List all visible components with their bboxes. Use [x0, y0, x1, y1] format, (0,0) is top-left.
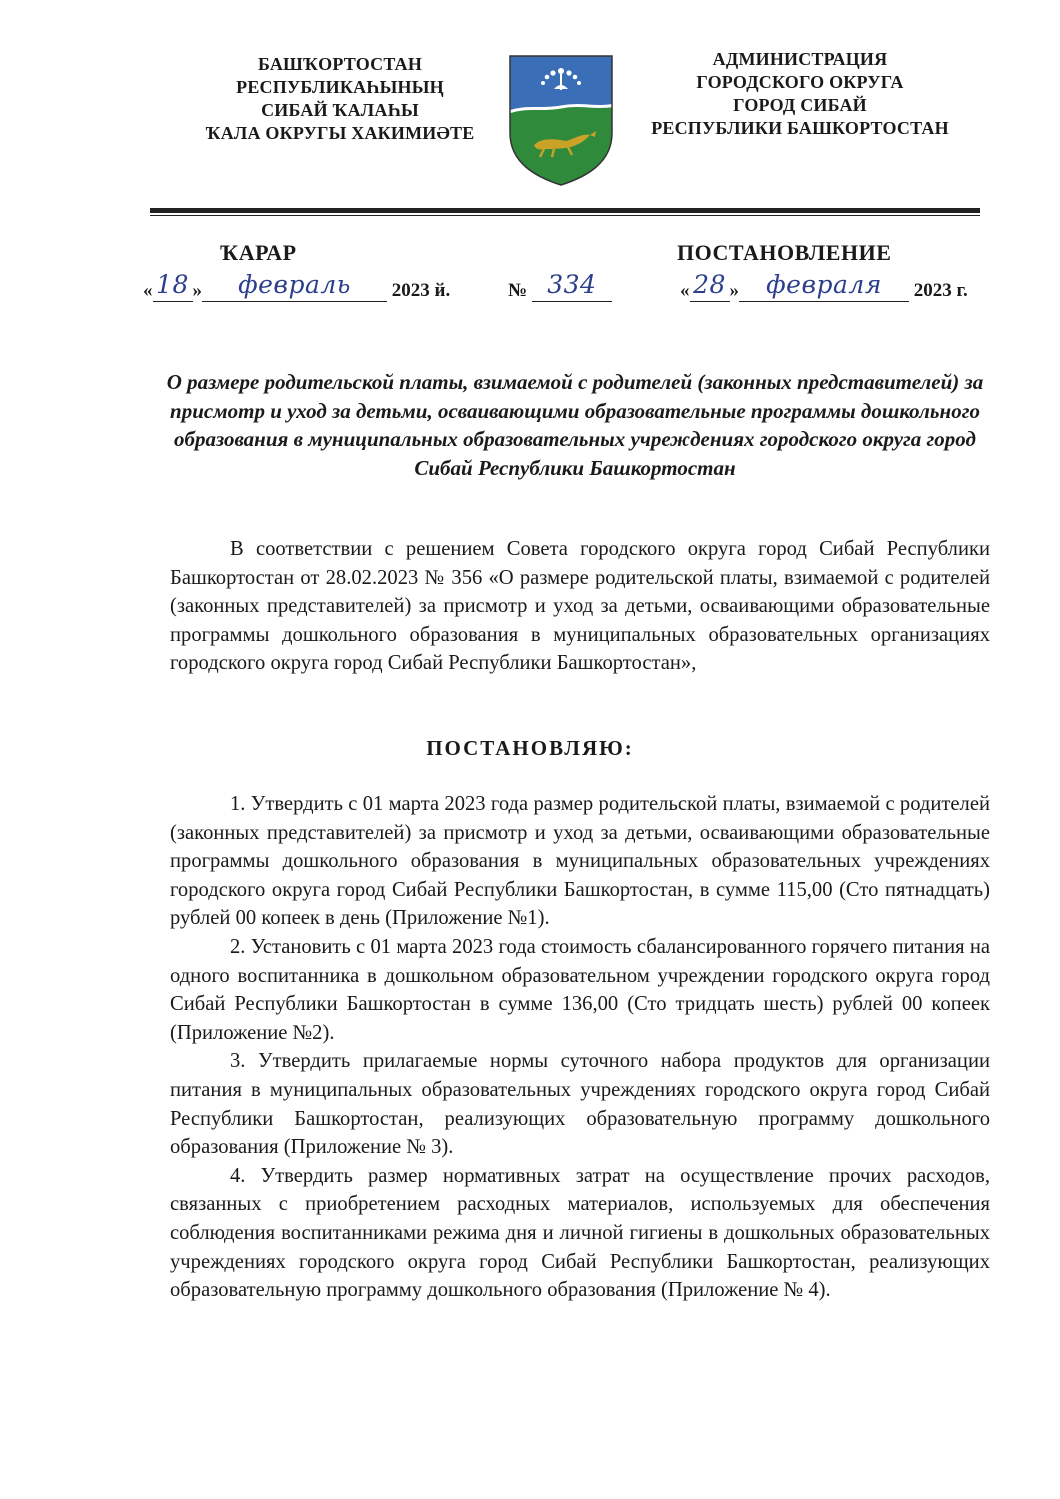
doc-number-field [532, 270, 612, 302]
date-right-year: 2023 г. [913, 280, 968, 301]
date-left [143, 270, 451, 302]
date-right-day: 28 [693, 270, 726, 299]
date-left-day-field [153, 270, 193, 302]
decree-item-3: 3. Утвердить прилагаемые нормы суточного набора продуктов для организации питания в муниципальных образовательных учреждениях городского округа город Сибай Республики Башкортостан, реализующих образовательную программу дошкольного образования (Приложение № 3). [170, 1050, 990, 1159]
decree-item-4: 4. Утвердить размер нормативных затрат на осуществление прочих расходов, связанных с приобретением расходных материалов, используемых для обеспечения соблюдения воспитанниками режима дня и личной гигиены в дошкольных образовательных учреждениях городского округа город Сибай Республики Башкортостан, реализующих образовательную программу дошкольного образования (Приложение № 4). [170, 1164, 990, 1302]
doc-number-value: 334 [547, 270, 597, 299]
date-left-year: 2023 й. [391, 280, 451, 301]
header-rule-thin [150, 215, 980, 216]
coat-of-arms-icon [506, 53, 616, 188]
date-left-day: 18 [156, 270, 189, 299]
decree-item-1: 1. Утвердить с 01 марта 2023 года размер родительской платы, взимаемой с родителей (законных представителей) за присмотр и уход за детьми, осваивающими образовательные программы дошкольного образования в муниципальных образовательных учреждениях городского округа город Сибай Республики Башкортостан, в сумме 115,00 (Сто пятнадцать) рублей 00 копеек в день (Приложение №1). [170, 793, 990, 930]
header-right-line: ГОРОДСКОГО ОКРУГА [696, 72, 904, 92]
header-right-line: РЕСПУБЛИКИ БАШКОРТОСТАН [651, 118, 949, 138]
quote-open: « [143, 280, 153, 301]
date-right [680, 270, 968, 302]
document-title: О размере родительской платы, взимаемой с родителей (законных представителей) за присмотр и уход за детьми, осваивающими образовательные программы дошкольного образования в муниципальных образовательных учреждениях городского округа город Сибай Республики Башкортостан [166, 370, 984, 480]
preamble-text: В соответствии с решением Совета городского округа город Сибай Республики Башкортостан от 28.02.2023 № 356 «О размере родительской платы, взимаемой с родителей (законных представителей) за присмотр и уход за детьми, осваивающими образовательные программы дошкольного образования в муниципальных образовательных организациях городского округа город Сибай Республики Башкортостан», [170, 538, 990, 675]
doc-number [508, 270, 612, 302]
header-left-line: ҠАЛА ОКРУГЫ ХАКИМИӘТЕ [205, 123, 475, 143]
header-rule-thick [150, 208, 980, 213]
header-right-russian [620, 48, 980, 140]
date-left-month: февраль [238, 270, 351, 299]
date-right-month-field [739, 270, 909, 302]
quote-close: » [729, 280, 739, 301]
header-left-bashkir [170, 53, 510, 145]
decree-items [170, 790, 990, 1305]
header-right-line: АДМИНИСТРАЦИЯ [712, 49, 888, 69]
date-right-day-field [690, 270, 730, 302]
header-right-line: ГОРОД СИБАЙ [733, 95, 867, 115]
date-right-month: февраля [766, 270, 882, 299]
decree-item-2: 2. Установить с 01 марта 2023 года стоимость сбалансированного горячего питания на одного воспитанника в дошкольном образовательном учреждении городского округа город Сибай Республики Башкортостан в сумме 136,00 (Сто тридцать шесть) рублей 00 копеек (Приложение №2). [170, 935, 990, 1044]
date-left-month-field [202, 270, 387, 302]
header-left-line: СИБАЙ ҠАЛАҺЫ [261, 100, 419, 120]
preamble [170, 535, 990, 678]
number-sign: № [508, 280, 528, 301]
header-left-line: БАШҠОРТОСТАН [257, 54, 423, 74]
doc-type-russian: ПОСТАНОВЛЕНИЕ [677, 240, 892, 265]
decree-heading: ПОСТАНОВЛЯЮ: [426, 736, 634, 760]
header-left-line: РЕСПУБЛИКАҺЫНЫҢ [236, 77, 444, 97]
quote-close: » [192, 280, 202, 301]
quote-open: « [680, 280, 690, 301]
doc-type-bashkir: ҠАРАР [220, 240, 297, 265]
